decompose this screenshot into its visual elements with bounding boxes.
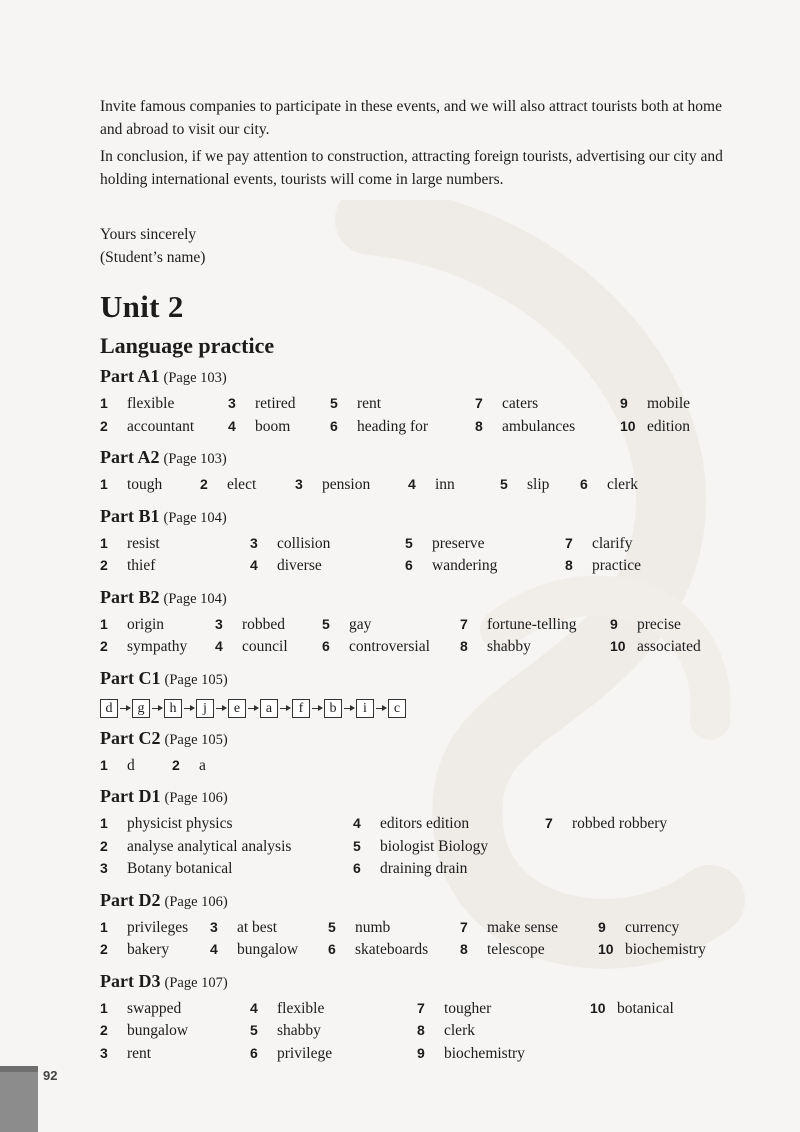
answer-text: diverse <box>277 557 322 574</box>
letter-box: j <box>196 699 214 718</box>
answer-item <box>460 615 577 634</box>
answer-number: 7 <box>545 815 553 831</box>
answer-text: edition <box>647 417 691 435</box>
part-page-ref: (Page 105) <box>164 671 228 688</box>
page-content <box>100 95 740 1073</box>
answer-item <box>100 476 163 494</box>
answer-row <box>100 757 740 780</box>
answer-text: associated <box>637 638 701 655</box>
answer-item <box>100 1044 152 1063</box>
letter-sequence <box>100 697 740 721</box>
answer-item <box>100 815 233 833</box>
answer-text: heading for <box>357 417 429 435</box>
answer-text: precise <box>637 615 681 633</box>
answer-number: 6 <box>328 941 336 957</box>
answer-text: biochemistry <box>444 1044 525 1062</box>
part-d3 <box>100 970 740 1068</box>
answer-number: 10 <box>598 941 614 957</box>
part-page-ref: (Page 103) <box>163 451 227 467</box>
answer-text: gay <box>349 615 372 633</box>
answer-number: 2 <box>100 638 108 654</box>
answer-number: 4 <box>250 557 258 573</box>
part-c2 <box>100 727 740 780</box>
answer-text: practice <box>592 557 642 574</box>
answer-item <box>353 860 468 878</box>
answer-text: caters <box>502 395 539 412</box>
part-b2-title <box>100 586 740 610</box>
answer-text: wandering <box>432 557 498 574</box>
answer-item <box>172 756 206 775</box>
arrow-right-icon <box>184 708 194 709</box>
answer-number: 7 <box>460 918 468 935</box>
answer-number: 6 <box>330 417 338 434</box>
answer-text: robbed robbery <box>572 815 668 832</box>
answer-text: elect <box>227 476 257 493</box>
part-c2-title <box>100 727 740 751</box>
answer-item <box>100 941 170 959</box>
answer-row <box>100 860 740 883</box>
answer-text: at best <box>237 918 278 936</box>
answer-row <box>100 1045 740 1068</box>
answer-number: 2 <box>100 941 108 957</box>
answer-number: 1 <box>100 999 108 1016</box>
answer-text: collision <box>277 534 331 552</box>
answer-number: 5 <box>353 837 361 854</box>
part-name: Part B1 <box>100 505 160 526</box>
answer-number: 3 <box>250 534 258 551</box>
answer-text: retired <box>255 395 296 412</box>
answer-item <box>100 557 156 575</box>
part-a2-title <box>100 446 740 470</box>
answer-row <box>100 941 740 964</box>
answer-item <box>475 417 576 436</box>
answer-item <box>100 918 189 937</box>
letter-box: g <box>132 699 150 718</box>
answer-number: 7 <box>417 999 425 1016</box>
answer-item <box>620 395 691 413</box>
answer-number: 5 <box>322 615 330 632</box>
answer-text: flexible <box>127 395 175 412</box>
part-page-ref: (Page 107) <box>164 974 228 991</box>
answer-text: swapped <box>127 999 182 1017</box>
answer-text: preserve <box>432 534 485 552</box>
answer-item <box>250 999 325 1018</box>
part-d2 <box>100 889 740 964</box>
answer-number: 6 <box>353 860 361 876</box>
answer-item <box>228 417 291 436</box>
answer-item <box>408 476 455 494</box>
answer-text: fortune-telling <box>487 615 577 633</box>
part-page-ref: (Page 106) <box>164 790 228 806</box>
answer-number: 4 <box>228 417 236 434</box>
part-page-ref: (Page 104) <box>163 509 227 526</box>
answer-text: privileges <box>127 918 189 936</box>
answer-number: 5 <box>405 534 413 551</box>
part-name: Part A1 <box>100 366 160 386</box>
answer-item <box>598 918 680 937</box>
letter-box: i <box>356 699 374 718</box>
answer-text: pension <box>322 476 371 493</box>
answer-item <box>295 476 371 494</box>
part-b2 <box>100 586 740 661</box>
answer-number: 8 <box>460 638 468 654</box>
answer-number: 2 <box>172 756 180 773</box>
answer-text: a <box>199 756 206 774</box>
answer-item <box>620 417 691 436</box>
answer-number: 1 <box>100 756 108 773</box>
answer-number: 4 <box>210 941 218 957</box>
answer-number: 2 <box>100 417 108 434</box>
answer-text: privilege <box>277 1044 333 1062</box>
letter-box: a <box>260 699 278 718</box>
answer-number: 3 <box>215 615 223 632</box>
answer-item <box>460 638 531 656</box>
part-page-ref: (Page 104) <box>163 590 227 607</box>
answer-number: 9 <box>620 395 628 411</box>
answer-text: rent <box>127 1044 152 1062</box>
answer-number: 8 <box>475 417 483 434</box>
answer-number: 2 <box>200 476 208 492</box>
answer-number: 4 <box>353 815 361 831</box>
part-a1 <box>100 365 740 440</box>
answer-text: analyse analytical analysis <box>127 837 292 855</box>
answer-row <box>100 418 740 441</box>
answer-number: 6 <box>250 1044 258 1061</box>
answer-item <box>460 941 545 959</box>
signature-line: (Student’s name) <box>100 249 206 266</box>
arrow-right-icon <box>376 708 386 709</box>
letter-box: b <box>324 699 342 718</box>
part-d2-title <box>100 889 740 913</box>
part-page-ref: (Page 106) <box>164 893 228 910</box>
arrow-right-icon <box>312 708 322 709</box>
answer-text: editors edition <box>380 815 470 832</box>
answer-item <box>598 941 706 959</box>
part-name: Part C1 <box>100 667 161 688</box>
letter-box: e <box>228 699 246 718</box>
answer-text: inn <box>435 476 455 493</box>
closing-line: Yours sincerely <box>100 226 197 243</box>
answer-text: robbed <box>242 615 286 633</box>
answer-number: 4 <box>215 638 223 654</box>
letter-box: f <box>292 699 310 718</box>
part-d3-title <box>100 970 740 994</box>
letter-box: c <box>388 699 406 718</box>
answer-text: draining drain <box>380 860 468 877</box>
part-name: Part D1 <box>100 786 161 806</box>
answer-number: 1 <box>100 615 108 632</box>
answer-item <box>100 417 195 436</box>
answer-row <box>100 535 740 558</box>
answer-number: 1 <box>100 815 108 831</box>
answer-item <box>610 615 681 634</box>
answer-text: controversial <box>349 638 430 655</box>
answer-row <box>100 476 740 499</box>
answer-text: currency <box>625 918 680 936</box>
answer-number: 3 <box>228 395 236 411</box>
section-title: Language practice <box>100 333 275 358</box>
answer-item <box>610 638 701 656</box>
answer-number: 2 <box>100 1022 108 1038</box>
answer-item <box>545 815 668 833</box>
answer-number: 5 <box>250 1022 258 1038</box>
part-b1-title <box>100 505 740 529</box>
part-a2 <box>100 446 740 499</box>
arrow-right-icon <box>280 708 290 709</box>
answer-text: clerk <box>444 1022 475 1039</box>
answer-item <box>250 557 322 575</box>
answer-number: 10 <box>620 417 636 434</box>
answer-item <box>100 395 175 413</box>
answer-text: resist <box>127 534 160 552</box>
answer-number: 3 <box>295 476 303 492</box>
arrow-right-icon <box>152 708 162 709</box>
answer-number: 4 <box>250 999 258 1016</box>
answer-number: 6 <box>322 638 330 654</box>
answer-text: bakery <box>127 941 170 958</box>
unit-title: Unit 2 <box>100 289 184 324</box>
answer-text: bungalow <box>127 1022 189 1039</box>
answer-number: 5 <box>330 395 338 411</box>
answer-text: biochemistry <box>625 941 706 958</box>
answer-number: 6 <box>580 476 588 492</box>
page-edge-tab-stripe <box>0 1066 38 1072</box>
answer-item <box>100 999 182 1018</box>
answer-item <box>330 417 429 436</box>
answer-item <box>322 638 430 656</box>
answer-item <box>475 395 539 413</box>
answer-item <box>322 615 372 634</box>
answer-number: 9 <box>598 918 606 935</box>
answer-item <box>565 534 633 553</box>
answer-text: thief <box>127 557 156 574</box>
answer-text: mobile <box>647 395 691 412</box>
answer-number: 8 <box>460 941 468 957</box>
answer-item <box>460 918 559 937</box>
answer-item <box>417 1044 525 1063</box>
answer-text: boom <box>255 417 291 435</box>
answer-item <box>215 615 286 634</box>
answer-item <box>100 837 292 856</box>
answer-row <box>100 616 740 639</box>
answer-text: origin <box>127 615 165 633</box>
answer-item <box>500 476 550 494</box>
answer-number: 9 <box>610 615 618 632</box>
answer-item <box>590 999 674 1018</box>
answer-number: 7 <box>460 615 468 632</box>
answer-text: botanical <box>617 999 674 1017</box>
answer-number: 10 <box>590 999 606 1016</box>
answer-text: tougher <box>444 999 492 1017</box>
letter-box: d <box>100 699 118 718</box>
answer-item <box>100 534 160 553</box>
answer-text: physicist physics <box>127 815 233 832</box>
arrow-right-icon <box>120 708 130 709</box>
answer-text: shabby <box>487 638 531 655</box>
answer-row <box>100 919 740 942</box>
part-d1-title <box>100 785 740 809</box>
part-name: Part B2 <box>100 586 160 607</box>
answer-text: clarify <box>592 534 633 552</box>
answer-number: 1 <box>100 476 108 492</box>
answer-row <box>100 1000 740 1023</box>
answer-number: 7 <box>565 534 573 551</box>
answer-text: shabby <box>277 1022 321 1039</box>
answer-text: flexible <box>277 999 325 1017</box>
part-name: Part A2 <box>100 447 160 467</box>
answer-number: 1 <box>100 918 108 935</box>
part-a1-title <box>100 365 740 389</box>
arrow-right-icon <box>344 708 354 709</box>
answer-item <box>210 941 299 959</box>
part-name: Part D2 <box>100 889 161 910</box>
answer-item <box>210 918 278 937</box>
answer-item <box>215 638 288 656</box>
answer-item <box>328 941 429 959</box>
answer-number: 9 <box>417 1044 425 1061</box>
answer-row <box>100 557 740 580</box>
answer-row <box>100 815 740 838</box>
answer-text: slip <box>527 476 550 493</box>
answer-item <box>330 395 382 413</box>
answer-item <box>100 1022 189 1040</box>
intro-paragraph-2: In conclusion, if we pay attention to construction, attracting foreign tourists, advertising our city and holding international events, tourists will come in large numbers. <box>100 148 723 188</box>
part-d1 <box>100 785 740 883</box>
answer-item <box>250 1044 333 1063</box>
page-edge-tab <box>0 1066 38 1132</box>
answer-number: 1 <box>100 395 108 411</box>
answer-text: d <box>127 756 135 774</box>
answer-item <box>100 615 165 634</box>
answer-number: 3 <box>210 918 218 935</box>
answer-item <box>417 999 492 1018</box>
answer-item <box>228 395 296 413</box>
answer-number: 5 <box>500 476 508 492</box>
answer-number: 1 <box>100 534 108 551</box>
answer-number: 5 <box>328 918 336 935</box>
answer-item <box>405 557 498 575</box>
answer-text: ambulances <box>502 417 576 435</box>
answer-text: accountant <box>127 417 195 435</box>
answer-item <box>353 837 489 856</box>
answer-item <box>100 638 188 656</box>
answer-row <box>100 838 740 861</box>
part-name: Part D3 <box>100 970 161 991</box>
answer-text: Botany botanical <box>127 860 233 877</box>
part-name: Part C2 <box>100 727 161 748</box>
answer-item <box>200 476 257 494</box>
answer-item <box>417 1022 475 1040</box>
answer-item <box>100 860 233 878</box>
part-c1-title <box>100 667 740 691</box>
answer-number: 8 <box>565 557 573 573</box>
answer-number: 7 <box>475 395 483 411</box>
answer-item <box>565 557 642 575</box>
answer-text: numb <box>355 918 391 936</box>
answer-text: rent <box>357 395 382 412</box>
answer-text: council <box>242 638 288 655</box>
answer-item <box>100 756 135 775</box>
answer-item <box>405 534 485 553</box>
answer-row <box>100 395 740 418</box>
arrow-right-icon <box>248 708 258 709</box>
answer-number: 8 <box>417 1022 425 1038</box>
answer-number: 2 <box>100 557 108 573</box>
part-c1 <box>100 667 740 721</box>
answer-number: 4 <box>408 476 416 492</box>
answer-row <box>100 638 740 661</box>
answer-item <box>250 534 331 553</box>
answer-row <box>100 1022 740 1045</box>
part-page-ref: (Page 103) <box>163 370 227 386</box>
answer-number: 6 <box>405 557 413 573</box>
page-number: 92 <box>43 1068 58 1083</box>
answer-number: 2 <box>100 837 108 854</box>
answer-text: sympathy <box>127 638 188 655</box>
arrow-right-icon <box>216 708 226 709</box>
answer-item <box>328 918 391 937</box>
letter-box: h <box>164 699 182 718</box>
answer-text: clerk <box>607 476 638 493</box>
answer-text: telescope <box>487 941 545 958</box>
answer-number: 3 <box>100 1044 108 1061</box>
part-b1 <box>100 505 740 580</box>
answer-item <box>353 815 470 833</box>
answer-text: tough <box>127 476 163 493</box>
answer-item <box>250 1022 321 1040</box>
answer-text: make sense <box>487 918 559 936</box>
answer-number: 10 <box>610 638 626 654</box>
answer-text: skateboards <box>355 941 429 958</box>
part-page-ref: (Page 105) <box>164 731 228 748</box>
answer-number: 3 <box>100 860 108 876</box>
answer-text: bungalow <box>237 941 299 958</box>
answer-item <box>580 476 638 494</box>
intro-paragraph-1: Invite famous companies to participate in these events, and we will also attract tourists both at home and abroad to visit our city. <box>100 98 722 138</box>
answer-text: biologist Biology <box>380 837 489 855</box>
